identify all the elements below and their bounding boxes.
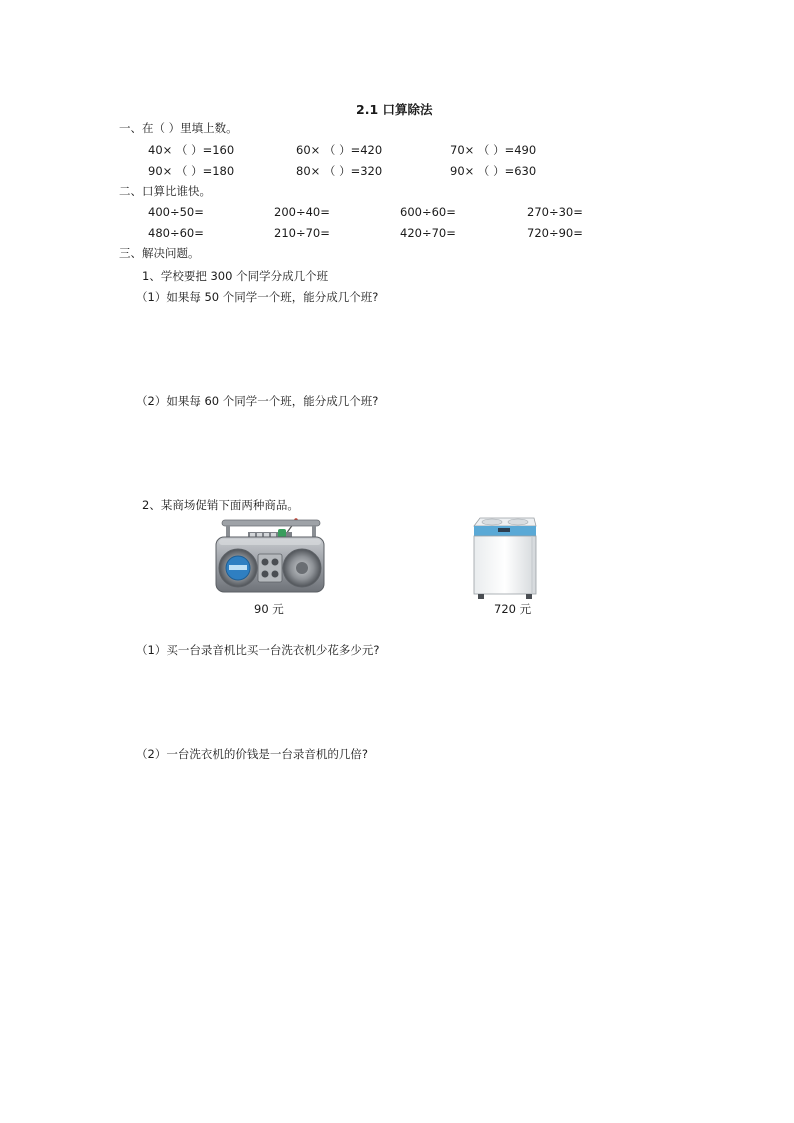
division-7: 420÷70= [400,226,456,240]
fill-blank-6: 90× （ ）=630 [450,164,537,178]
section-2-heading: 二、口算比谁快。 [119,184,211,198]
problem-2-stem: 2、某商场促销下面两种商品。 [142,498,299,512]
fill-blank-3: 70× （ ）=490 [450,143,537,157]
problem-2-question-2: （2）一台洗衣机的价钱是一台录音机的几倍? [136,747,368,761]
division-2: 200÷40= [274,205,330,219]
section-1-heading: 一、在（ ）里填上数。 [119,121,238,135]
division-3: 600÷60= [400,205,456,219]
fill-blank-5: 80× （ ）=320 [296,164,383,178]
division-6: 210÷70= [274,226,330,240]
division-1: 400÷50= [148,205,204,219]
fill-blank-1: 40× （ ）=160 [148,143,235,157]
radio-price: 90 元 [254,602,284,616]
washing-machine-image [470,514,540,600]
division-8: 720÷90= [527,226,583,240]
division-5: 480÷60= [148,226,204,240]
problem-1-question-1: （1）如果每 50 个同学一个班，能分成几个班? [136,290,379,304]
section-3-heading: 三、解决问题。 [119,246,200,260]
fill-blank-2: 60× （ ）=420 [296,143,383,157]
page-title: 2.1 口算除法 [356,102,433,117]
washing-machine-price: 720 元 [494,602,532,616]
problem-2-question-1: （1）买一台录音机比买一台洗衣机少花多少元? [136,643,380,657]
fill-blank-4: 90× （ ）=180 [148,164,235,178]
division-4: 270÷30= [527,205,583,219]
problem-1-question-2: （2）如果每 60 个同学一个班，能分成几个班? [136,394,379,408]
problem-1-stem: 1、学校要把 300 个同学分成几个班 [142,269,329,283]
radio-cassette-player-image [214,514,326,596]
